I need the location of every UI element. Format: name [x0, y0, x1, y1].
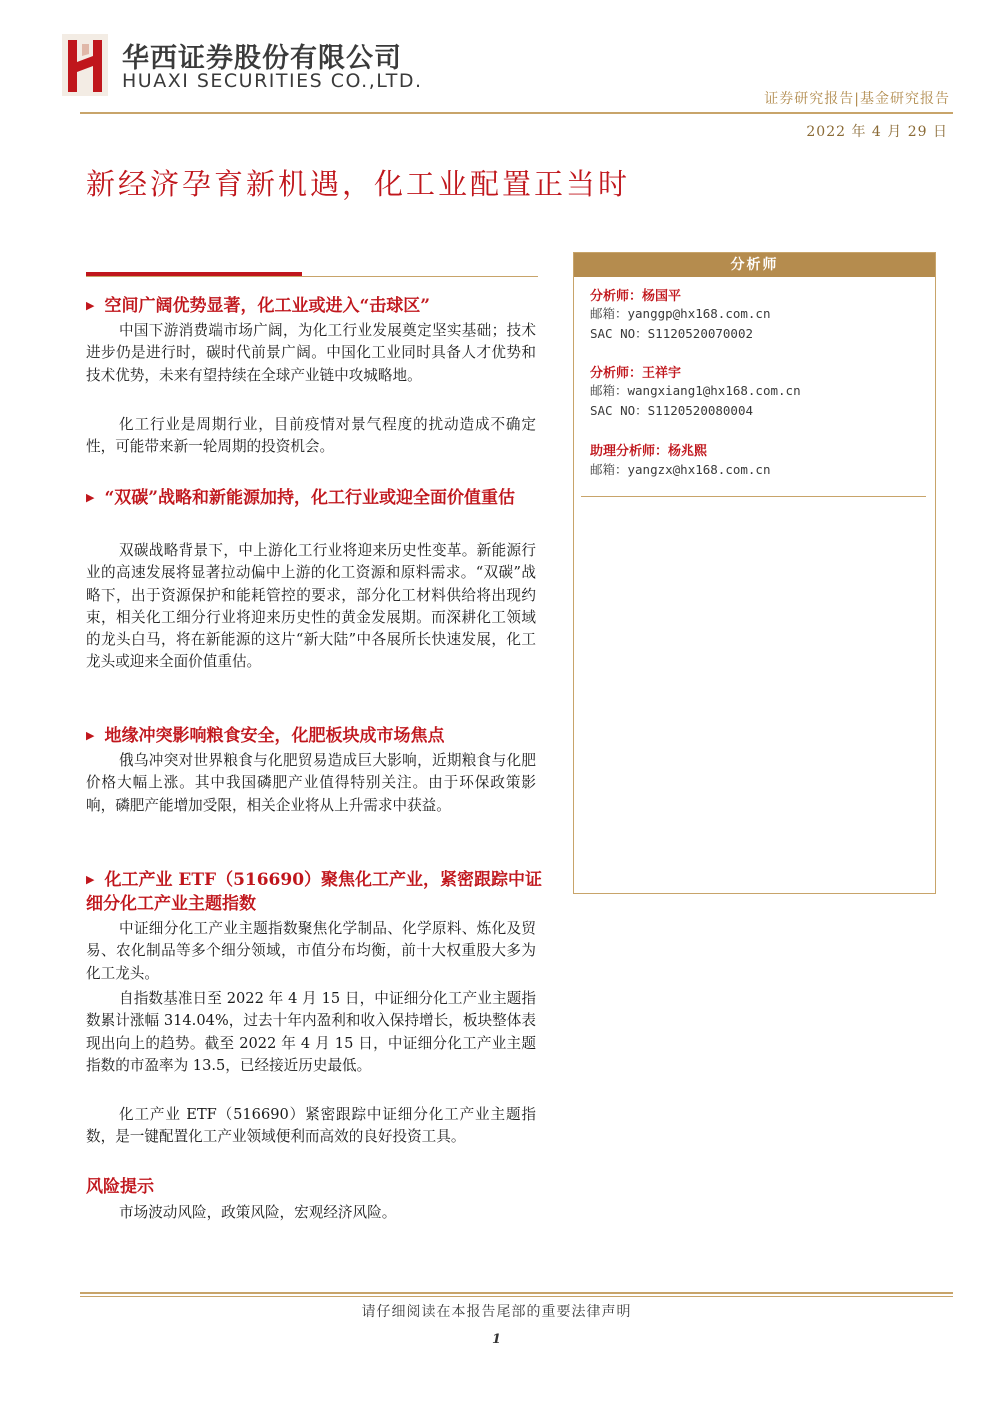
paragraph: 中国下游消费端市场广阔，为化工行业发展奠定坚实基础；技术进步仍是进行时，碳时代前景广阔。中国化工业同时具备人才优势和技术优势，未来有望持续在全球产业链中攻城略地。: [86, 322, 536, 384]
section-divider: [86, 276, 538, 277]
risk-heading: 风险提示: [86, 1177, 154, 1197]
section-heading: ▶ 空间广阔优势显著，化工业或进入“击球区”: [86, 296, 431, 316]
company-name-en: HUAXI SECURITIES CO.,LTD.: [122, 70, 423, 92]
section-heading: ▶ 化工产业 ETF（516690）聚焦化工产业，紧密跟踪中证细分化工产业主题指数: [86, 870, 543, 914]
paragraph: 俄乌冲突对世界粮食与化肥贸易造成巨大影响，近期粮食与化肥价格大幅上涨。其中我国磷肥产业值得特别关注。由于环保政策影响，磷肥产能增加受限，相关企业将从上升需求中获益。: [86, 752, 536, 814]
report-date: 2022 年 4 月 29 日: [806, 124, 948, 140]
analyst-email[interactable]: 邮箱：yangzx@hx168.com.cn: [590, 462, 771, 477]
analyst-name: 分析师：王祥宇: [590, 366, 682, 381]
paragraph: 自指数基准日至 2022 年 4 月 15 日，中证细分化工产业主题指数累计涨幅 314.04%，过去十年内盈利和收入保持增长，板块整体表现出向上的趋势。截至 2022 年 4 月 15 日，中证细分化工产业主题指数的市盈率为 13.5，已经接近历史最低。: [86, 990, 536, 1074]
risk-text: 市场波动风险，政策风险，宏观经济风险。: [119, 1204, 397, 1221]
triangle-bullet-icon: ▶: [86, 873, 95, 886]
huaxi-logo-icon: [62, 34, 108, 96]
analyst-sac: SAC NO：S1120520080004: [590, 403, 754, 418]
header-divider: [80, 112, 953, 114]
triangle-bullet-icon: ▶: [86, 299, 95, 312]
analyst-sac: SAC NO：S1120520070002: [590, 326, 754, 341]
triangle-bullet-icon: ▶: [86, 491, 95, 504]
analyst-email[interactable]: 邮箱：yanggp@hx168.com.cn: [590, 306, 771, 321]
paragraph: 中证细分化工产业主题指数聚焦化学制品、化学原料、炼化及贸易、农化制品等多个细分领域，市值分布均衡，前十大权重股大多为化工龙头。: [86, 920, 536, 982]
paragraph: 化工行业是周期行业，目前疫情对景气程度的扰动造成不确定性，可能带来新一轮周期的投资机会。: [86, 416, 536, 456]
report-type: 证券研究报告|基金研究报告: [764, 91, 950, 107]
legal-disclaimer: 请仔细阅读在本报告尾部的重要法律声明: [361, 1304, 632, 1320]
analyst-email[interactable]: 邮箱：wangxiang1@hx168.com.cn: [590, 383, 801, 398]
sidebar-divider: [581, 496, 926, 497]
triangle-bullet-icon: ▶: [86, 729, 95, 742]
paragraph: 双碳战略背景下，中上游化工行业将迎来历史性变革。新能源行业的高速发展将显著拉动偏中上游的化工资源和原料需求。“双碳”战略下，出于资源保护和能耗管控的要求，部分化工材料供给将出现约束，相关化工细分行业将迎来历史性的黄金发展期。而深耕化工领域的龙头白马，将在新能源的这片“新大陆”中各展所长快速发展，化工龙头或迎来全面价值重估。: [86, 542, 536, 671]
analyst-sidebar: [573, 252, 936, 894]
paragraph: 化工产业 ETF（516690）紧密跟踪中证细分化工产业主题指数，是一键配置化工产业领域便利而高效的良好投资工具。: [86, 1106, 536, 1146]
footer-divider: [80, 1296, 953, 1297]
analyst-name: 分析师：杨国平: [590, 289, 682, 304]
company-name-cn: 华西证券股份有限公司: [122, 43, 402, 74]
report-title: 新经济孕育新机遇，化工业配置正当时: [86, 167, 631, 201]
analyst-name: 助理分析师：杨兆熙: [590, 444, 708, 459]
section-heading: ▶ “双碳”战略和新能源加持，化工行业或迎全面价值重估: [86, 488, 516, 508]
section-heading: ▶ 地缘冲突影响粮食安全，化肥板块成市场焦点: [86, 726, 445, 746]
footer-divider: [80, 1292, 953, 1294]
sidebar-title: 分析师: [574, 253, 935, 277]
page-number: 1: [491, 1332, 502, 1347]
